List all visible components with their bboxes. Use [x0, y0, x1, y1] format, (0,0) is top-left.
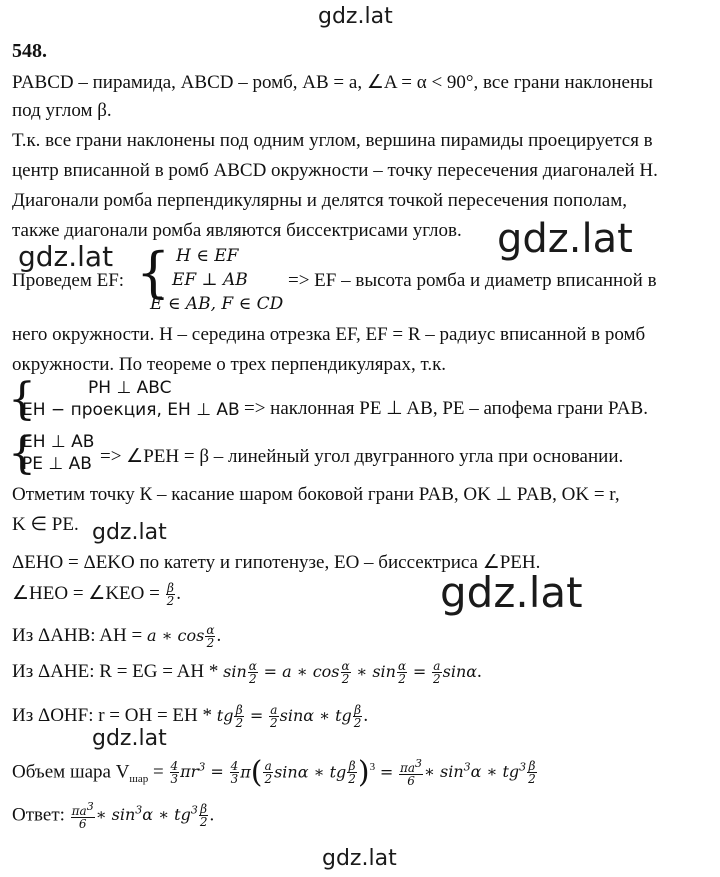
text-line-5: Диагонали ромба перпендикулярны и делятся точкой пересечения пополам, [12, 190, 628, 211]
watermark-large-center: gdz.lat [440, 568, 583, 617]
system-ph-row-1: PH ⊥ ABC [88, 378, 172, 398]
text-line-2: под углом β. [12, 100, 112, 121]
formula-small-r-label: Из ΔOHF: r = OH = EH * [12, 704, 213, 726]
text-line-11-post: => ∠PEH = β – линейный угол двугранного угла при основании. [100, 446, 624, 467]
system-brace-ef: { [136, 241, 171, 304]
text-line-7-pre: Проведем EF: [12, 270, 125, 291]
formula-heo: ∠HEO = ∠KEO = $\frac{\beta}{2}$ . [12, 581, 181, 608]
system-eh-row-2: PE ⊥ AB [22, 454, 92, 474]
text-line-6: также диагонали ромба являются биссектрисами углов. [12, 220, 462, 241]
problem-number: 548. [12, 40, 47, 62]
formula-ah: Из ΔAHB: AH = a ∗ cos $\frac{\alpha}{2}$ . [12, 623, 222, 650]
formula-small-r: Из ΔOHF: r = OH = EH * tg $\frac{\beta}{2}$ = $\frac{a}{2}$ sinα ∗ tg $\frac{\beta}{2}$ . [12, 703, 369, 730]
watermark-mid: gdz.lat [92, 520, 167, 545]
answer-line: Ответ: $\frac{\pi a^3}{6}$ ∗ $\sin^3\alpha$ ∗ $tg^3$ $\frac{\beta}{2}$ . [12, 800, 215, 832]
watermark-large-right: gdz.lat [497, 216, 633, 262]
watermark-lower: gdz.lat [92, 726, 167, 751]
text-line-10-post: => наклонная PE ⊥ AB, PE – апофема грани PAB. [244, 398, 648, 419]
text-line-4: центр вписанной в ромб ABCD окружности – точку пересечения диагоналей H. [12, 160, 658, 181]
formula-ah-label: Из ΔAHB: AH = [12, 624, 143, 646]
formula-volume-sub: шар [129, 773, 149, 786]
text-line-7-post: => EF – высота ромба и диаметр вписанной в [288, 270, 657, 291]
system-ef-row-1: H ∈ EF [176, 246, 239, 266]
answer-label: Ответ: [12, 804, 65, 826]
formula-r-label: Из ΔAHE: R = EG = AH * [12, 660, 219, 682]
fraction-beta-half: $\frac{\beta}{2}$ [166, 581, 175, 608]
text-line-8: него окружности. H – середина отрезка EF, EF = R – радиус вписанной в ромб [12, 324, 646, 345]
system-eh-row-1: EH ⊥ AB [22, 432, 95, 452]
text-line-3: Т.к. все грани наклонены под одним углом, вершина пирамиды проецируется в [12, 130, 653, 151]
text-line-13: K ∈ PE. [12, 514, 79, 535]
system-ef-row-2: EF ⊥ AB [172, 270, 248, 290]
system-ph-row-2: EH − проекция, EH ⊥ AB [22, 400, 240, 420]
formula-volume-label: Объем шара V [12, 761, 130, 783]
formula-r: Из ΔAHE: R = EG = AH * sin $\frac{\alpha}{2}$ = a ∗ cos $\frac{\alpha}{2}$ ∗ sin $\frac{\alpha}{2}$ = $\frac{a}{2}$ sinα. [12, 659, 482, 686]
system-brace-eh: { [8, 428, 36, 479]
system-brace-ph: { [8, 374, 36, 425]
formula-heo-label: ∠HEO = ∠KEO = [12, 582, 160, 604]
text-line-14: ΔEHO = ΔEKO по катету и гипотенузе, EO – биссектриса ∠PEH. [12, 552, 541, 573]
text-line-1: PABCD – пирамида, ABCD – ромб, AB = a, ∠A = α < 90°, все грани наклонены [12, 72, 653, 93]
formula-volume: Объем шара $V_{шар}$ = $\frac{4}{3}$ $\pi r^3$ = $\frac{4}{3}$ π( $\frac{a}{2}$ sinα ∗ tg $\frac{\beta}{2}$ )$^3$ = $\frac{\pi a^3}{6}$ ∗ $\sin^3\alpha$ ∗ $tg^3$ $\frac{\beta}{2}$ [12, 754, 536, 790]
system-ef-row-3: E ∈ AB, F ∈ CD [150, 294, 284, 314]
text-line-9: окружности. По теореме о трех перпендикулярах, т.к. [12, 354, 447, 375]
watermark-top: gdz.lat [318, 4, 393, 29]
watermark-bottom: gdz.lat [322, 846, 397, 871]
watermark-left: gdz.lat [18, 240, 114, 273]
text-line-12: Отметим точку К – касание шаром боковой грани PAB, OK ⊥ PAB, OK = r, [12, 484, 620, 505]
